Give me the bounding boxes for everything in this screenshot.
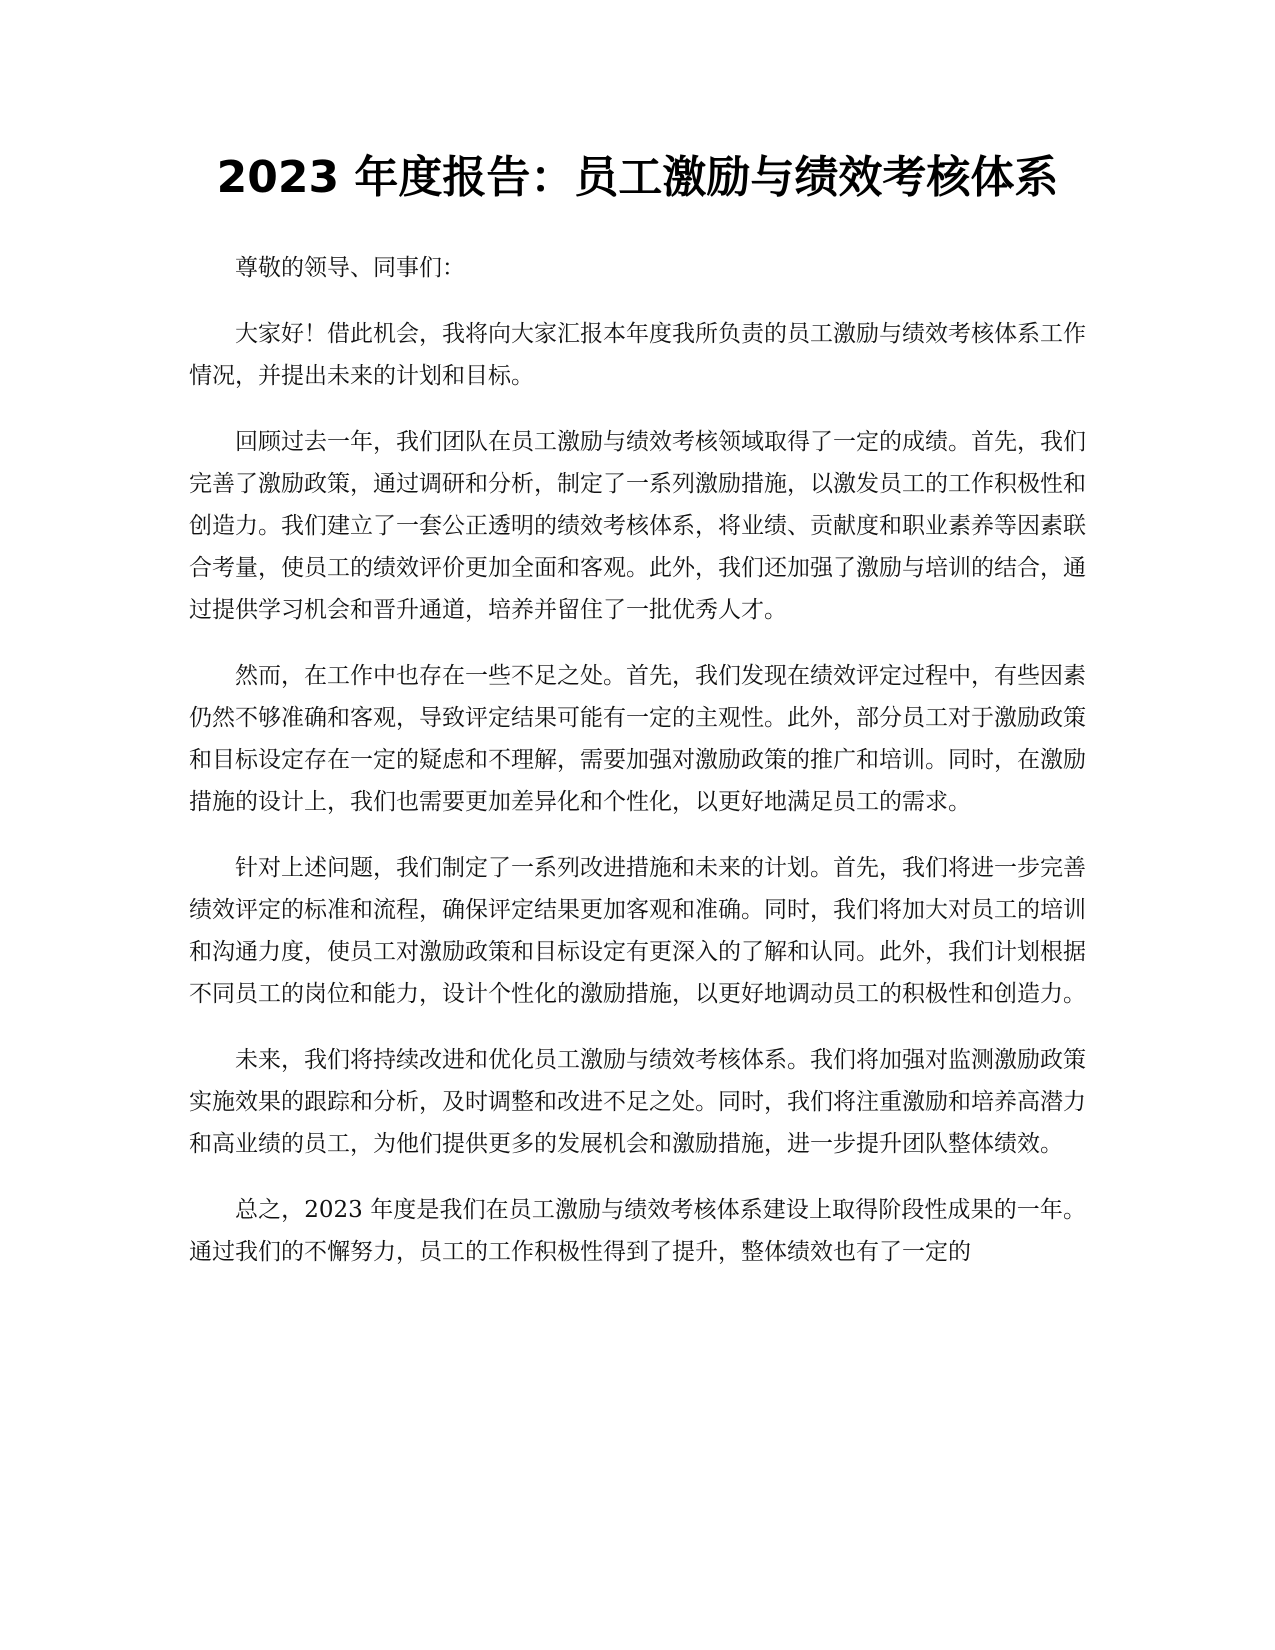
shortcomings-paragraph: 然而，在工作中也存在一些不足之处。首先，我们发现在绩效评定过程中，有些因素仍然不够准确和客观，导致评定结果可能有一定的主观性。此外，部分员工对于激励政策和目标设定存在一定的疑虑和不理解，需要加强对激励政策的推广和培训。同时，在激励措施的设计上，我们也需要更加差异化和个性化，以更好地满足员工的需求。 (189, 663, 1086, 815)
improvements-paragraph: 针对上述问题，我们制定了一系列改进措施和未来的计划。首先，我们将进一步完善绩效评定的标准和流程，确保评定结果更加客观和准确。同时，我们将加大对员工的培训和沟通力度，使员工对激励政策和目标设定有更深入的了解和认同。此外，我们计划根据不同员工的岗位和能力，设计个性化的激励措施，以更好地调动员工的积极性和创造力。 (189, 855, 1086, 1007)
document-title: 2023 年度报告：员工激励与绩效考核体系 (216, 152, 1059, 203)
conclusion-paragraph: 总之，2023 年度是我们在员工激励与绩效考核体系建设上取得阶段性成果的一年。通过我们的不懈努力，员工的工作积极性得到了提升，整体绩效也有了一定的 (189, 1197, 1086, 1265)
document-body (189, 247, 1086, 1297)
future-paragraph: 未来，我们将持续改进和优化员工激励与绩效考核体系。我们将加强对监测激励政策实施效果的跟踪和分析，及时调整和改进不足之处。同时，我们将注重激励和培养高潜力和高业绩的员工，为他们提供更多的发展机会和激励措施，进一步提升团队整体绩效。 (189, 1047, 1086, 1157)
salutation-paragraph: 尊敬的领导、同事们： (235, 255, 465, 281)
intro-paragraph: 大家好！借此机会，我将向大家汇报本年度我所负责的员工激励与绩效考核体系工作情况，并提出未来的计划和目标。 (189, 321, 1086, 389)
review-paragraph: 回顾过去一年，我们团队在员工激励与绩效考核领域取得了一定的成绩。首先，我们完善了激励政策，通过调研和分析，制定了一系列激励措施，以激发员工的工作积极性和创造力。我们建立了一套公正透明的绩效考核体系，将业绩、贡献度和职业素养等因素联合考量，使员工的绩效评价更加全面和客观。此外，我们还加强了激励与培训的结合，通过提供学习机会和晋升通道，培养并留住了一批优秀人才。 (189, 429, 1086, 623)
